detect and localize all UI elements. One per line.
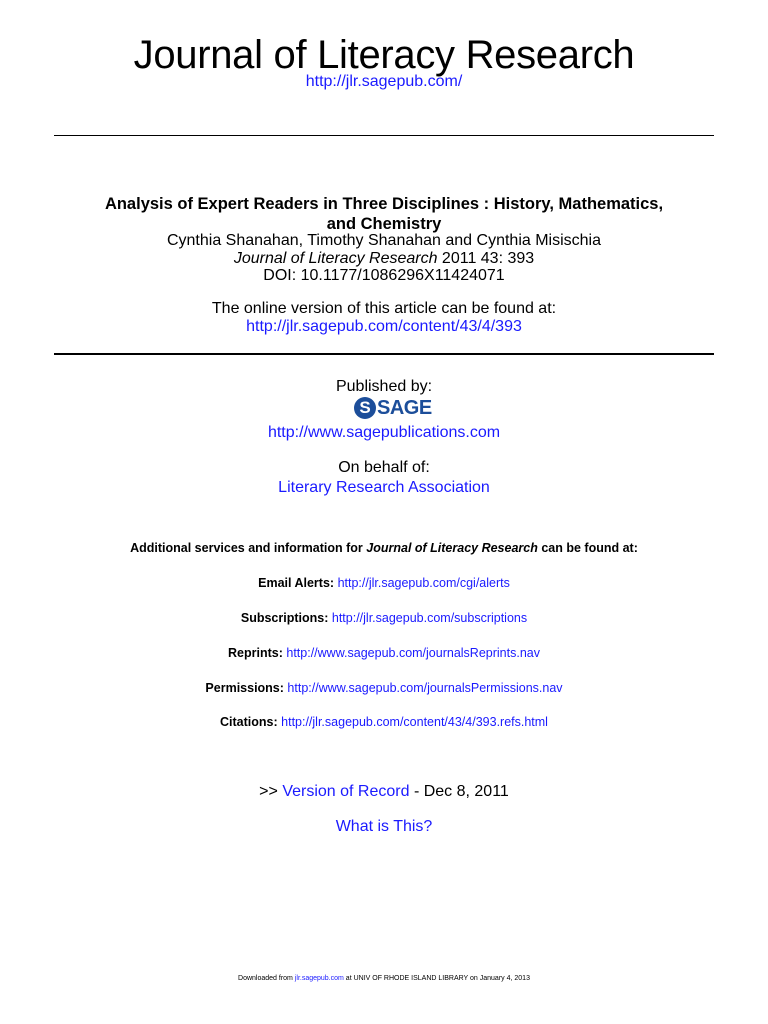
publisher-url-container xyxy=(0,424,768,442)
version-of-record-link[interactable]: Version of Record xyxy=(282,783,410,800)
download-footer xyxy=(0,974,768,983)
citation-journal: Journal of Literacy Research xyxy=(233,250,438,267)
service-row-email-alerts xyxy=(0,575,768,591)
footer-prefix: Downloaded from xyxy=(238,975,295,982)
what-is-this-container xyxy=(0,818,768,836)
permissions-link[interactable]: http://www.sagepub.com/journalsPermissions.nav xyxy=(287,681,563,695)
article-title xyxy=(0,194,768,234)
service-label: Email Alerts: xyxy=(258,576,335,590)
article-doi: DOI: 10.1177/1086296X11424071 xyxy=(263,267,505,284)
version-prefix: >> xyxy=(259,783,283,800)
services-intro-prefix: Additional services and information for xyxy=(130,541,367,555)
journal-url-link[interactable]: http://jlr.sagepub.com/ xyxy=(305,73,463,90)
journal-url-container xyxy=(0,72,768,92)
published-by-label: Published by: xyxy=(335,378,433,395)
email-alerts-link[interactable]: http://jlr.sagepub.com/cgi/alerts xyxy=(337,576,510,590)
association-link[interactable]: Literary Research Association xyxy=(278,479,490,496)
services-intro-journal: Journal of Literacy Research xyxy=(366,541,538,555)
service-label: Citations: xyxy=(220,715,278,729)
reprints-link[interactable]: http://www.sagepub.com/journalsReprints.nav xyxy=(286,646,540,660)
footer-site-link[interactable]: jlr.sagepub.com xyxy=(294,975,344,982)
citations-link[interactable]: http://jlr.sagepub.com/content/43/4/393.refs.html xyxy=(281,715,548,729)
service-label: Subscriptions: xyxy=(240,611,329,625)
on-behalf-label: On behalf of: xyxy=(338,459,430,476)
service-row-reprints xyxy=(0,645,768,661)
article-title-line2: and Chemistry xyxy=(326,215,442,233)
subscriptions-link[interactable]: http://jlr.sagepub.com/subscriptions xyxy=(331,611,528,625)
service-row-citations xyxy=(0,714,768,730)
journal-title: Journal of Literacy Research xyxy=(133,33,635,77)
divider-bottom xyxy=(54,353,714,355)
sage-s-icon: S xyxy=(354,397,376,419)
services-intro xyxy=(0,540,768,556)
online-version-label: The online version of this article can be found at: xyxy=(211,300,557,317)
publisher-url-link[interactable]: http://www.sagepublications.com xyxy=(267,424,501,441)
article-title-line1: Analysis of Expert Readers in Three Disciplines : History, Mathematics, xyxy=(104,195,664,213)
sage-wordmark: SAGE xyxy=(377,396,432,419)
footer-suffix: at UNIV OF RHODE ISLAND LIBRARY on January 4, 2013 xyxy=(343,975,530,982)
version-date: - Dec 8, 2011 xyxy=(409,783,509,800)
article-citation xyxy=(0,250,768,268)
divider-top xyxy=(54,135,714,136)
service-row-subscriptions xyxy=(0,610,768,626)
article-authors: Cynthia Shanahan, Timothy Shanahan and Cynthia Misischia xyxy=(166,232,602,249)
services-intro-suffix: can be found at: xyxy=(537,541,638,555)
on-behalf-container xyxy=(0,479,768,497)
citation-volume: 2011 43: 393 xyxy=(437,250,535,267)
online-version-container xyxy=(0,318,768,336)
what-is-this-link[interactable]: What is This? xyxy=(335,818,433,835)
service-row-permissions xyxy=(0,680,768,696)
service-label: Permissions: xyxy=(205,681,284,695)
online-version-link[interactable]: http://jlr.sagepub.com/content/43/4/393 xyxy=(246,318,522,335)
sage-logo[interactable] xyxy=(354,396,432,420)
version-of-record-line xyxy=(0,783,768,801)
service-label: Reprints: xyxy=(228,646,283,660)
